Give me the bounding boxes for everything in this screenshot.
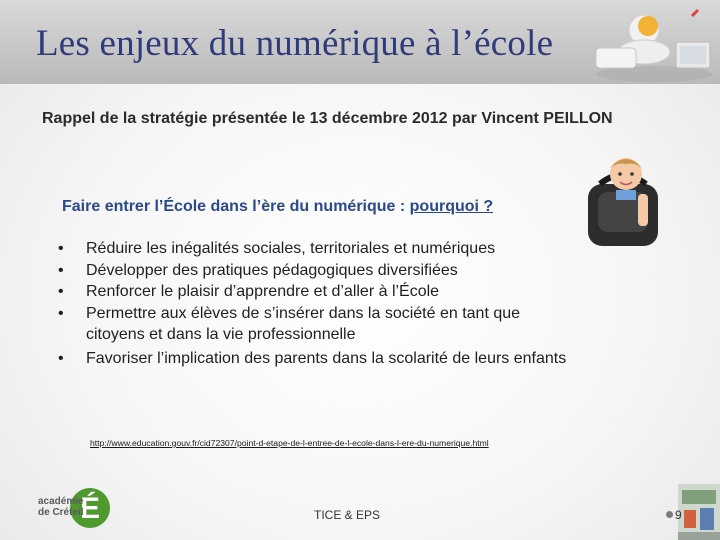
slide-subtitle: Rappel de la stratégie présentée le 13 décembre 2012 par Vincent PEILLON	[42, 110, 613, 127]
list-item	[58, 260, 578, 282]
footer-text: TICE & EPS	[314, 508, 381, 522]
bullet-dot: •	[58, 304, 64, 322]
slide-title: Les enjeux du numérique à l’école	[36, 23, 554, 64]
bullet-dot: •	[58, 240, 64, 257]
list-item-text: Renforcer le plaisir d’apprendre et d’aller à l’École	[86, 283, 440, 300]
list-item-text: Développer des pratiques pédagogiques diversifiées	[86, 261, 458, 279]
list-item	[58, 348, 578, 370]
question-text: Faire entrer l’École dans l’ère du numérique :	[62, 198, 410, 215]
bullet-dot: •	[58, 349, 64, 367]
bullet-dot: •	[58, 261, 64, 279]
list-item	[58, 238, 578, 260]
list-item-text: Favoriser l’implication des parents dans la scolarité de leurs enfants	[86, 349, 567, 367]
list-item-text: Réduire les inégalités sociales, territoriales et numériques	[86, 240, 496, 257]
logo-text-line1: académie	[38, 496, 84, 507]
list-item	[58, 303, 578, 346]
page-number-value: 9	[675, 508, 682, 522]
source-link[interactable]: http://www.education.gouv.fr/cid72307/point-d-etape-de-l-entree-de-l-ecole-dans-l-ere-du-numerique.html	[90, 438, 489, 448]
person-with-laptop-icon	[584, 4, 720, 84]
academie-creteil-logo	[38, 482, 112, 532]
question-link[interactable]: pourquoi ?	[409, 198, 494, 215]
section-question	[62, 198, 493, 216]
list-item-text: Permettre aux élèves de s’insérer dans la société en tant que citoyens et dans la vie professionnelle	[86, 304, 521, 343]
classroom-thumbnail-icon	[678, 484, 720, 540]
bullet-list	[58, 238, 578, 369]
list-item	[58, 281, 578, 303]
schoolboy-with-backpack-icon	[582, 148, 666, 248]
logo-mark: É	[79, 492, 101, 525]
title-band	[0, 0, 720, 84]
page-number	[666, 508, 682, 522]
bullet-dot: •	[58, 283, 64, 300]
page-dot-icon	[666, 511, 673, 518]
logo-text-line2: de Créteil	[38, 507, 84, 518]
